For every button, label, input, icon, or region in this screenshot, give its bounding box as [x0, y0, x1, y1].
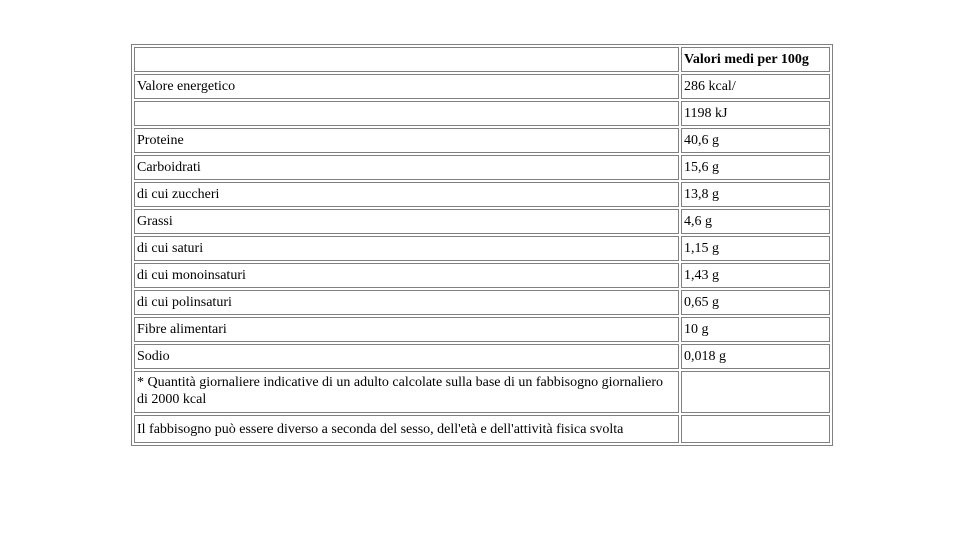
row-label: di cui monoinsaturi — [134, 263, 679, 288]
row-value: 10 g — [681, 317, 830, 342]
row-label: di cui polinsaturi — [134, 290, 679, 315]
row-value: 286 kcal/ — [681, 74, 830, 99]
row-value: 15,6 g — [681, 155, 830, 180]
row-label: Valore energetico — [134, 74, 679, 99]
row-label: Carboidrati — [134, 155, 679, 180]
row-value: 4,6 g — [681, 209, 830, 234]
note-value — [681, 371, 830, 413]
note-value — [681, 415, 830, 443]
note-label: Il fabbisogno può essere diverso a seconda del sesso, dell'età e dell'attività fisica svolta — [134, 415, 679, 443]
row-value: 1198 kJ — [681, 101, 830, 126]
note-row — [134, 415, 830, 443]
row-value: 1,43 g — [681, 263, 830, 288]
row-value: 1,15 g — [681, 236, 830, 261]
table-row — [134, 344, 830, 369]
row-value: 0,65 g — [681, 290, 830, 315]
table-row — [134, 236, 830, 261]
row-label: di cui saturi — [134, 236, 679, 261]
table-row — [134, 101, 830, 126]
table-row — [134, 182, 830, 207]
note-row — [134, 371, 830, 413]
table-row — [134, 290, 830, 315]
note-label: * Quantità giornaliere indicative di un adulto calcolate sulla base di un fabbisogno giornaliero di 2000 kcal — [134, 371, 679, 413]
row-label: Proteine — [134, 128, 679, 153]
row-label: Fibre alimentari — [134, 317, 679, 342]
table-row — [134, 128, 830, 153]
table-row — [134, 263, 830, 288]
header-value-cell: Valori medi per 100g — [681, 47, 830, 72]
row-label: Sodio — [134, 344, 679, 369]
table-row — [134, 155, 830, 180]
header-label-cell — [134, 47, 679, 72]
nutrition-table — [131, 44, 833, 446]
table-row — [134, 74, 830, 99]
row-value: 40,6 g — [681, 128, 830, 153]
row-value: 13,8 g — [681, 182, 830, 207]
row-label: di cui zuccheri — [134, 182, 679, 207]
table-row — [134, 209, 830, 234]
row-value: 0,018 g — [681, 344, 830, 369]
table-header-row — [134, 47, 830, 72]
table-row — [134, 317, 830, 342]
row-label: Grassi — [134, 209, 679, 234]
row-label — [134, 101, 679, 126]
